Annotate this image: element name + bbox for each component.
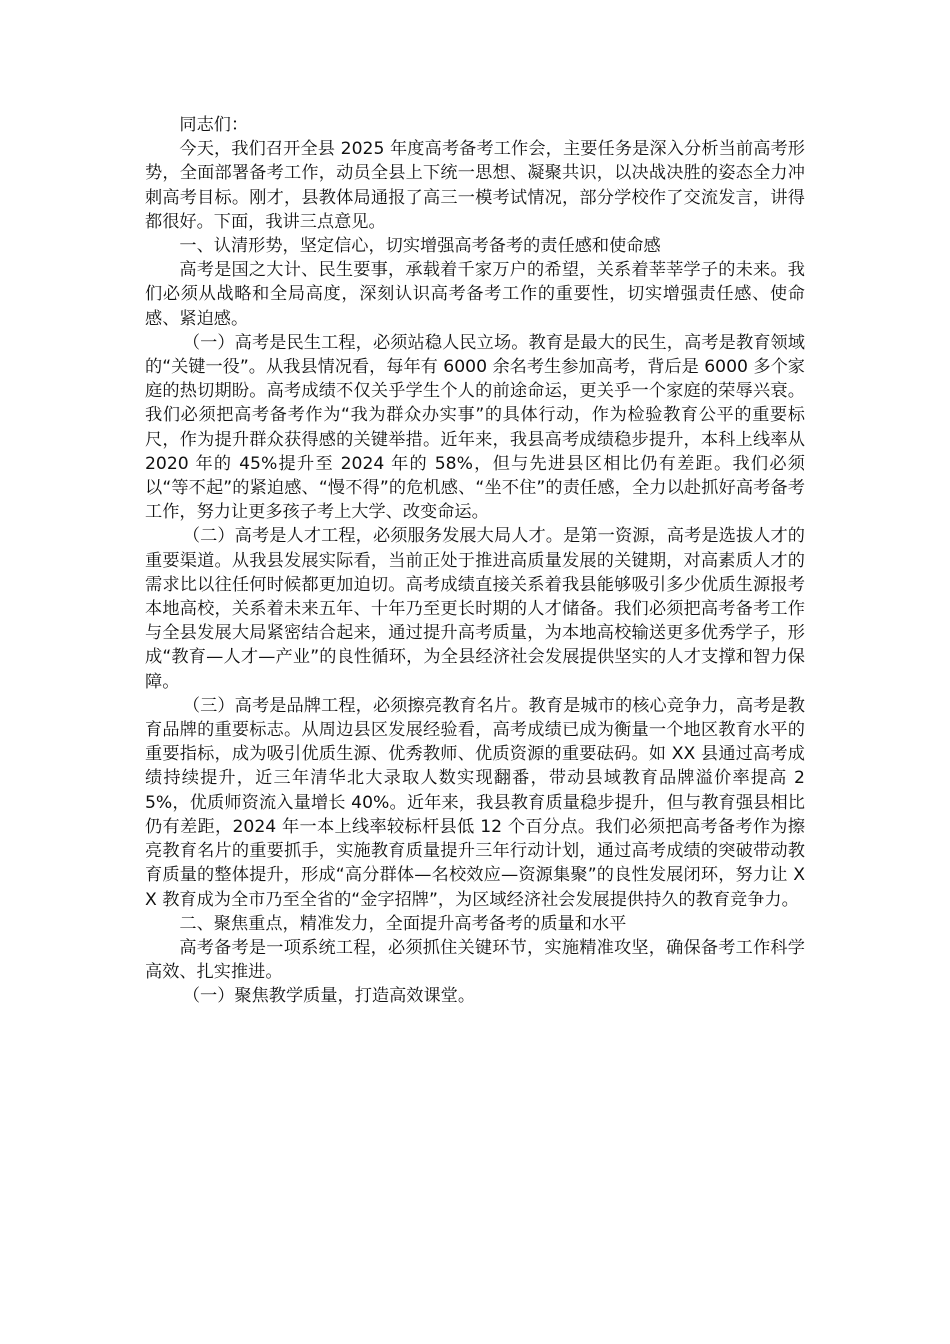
document-body (145, 113, 805, 1009)
salutation: 同志们： (179, 115, 249, 135)
section-heading-2: 二、聚焦重点，精准发力，全面提升高考备考的质量和水平 (179, 913, 627, 934)
subsection-1-2: （二）高考是人才工程，必须服务发展大局人才。是第一资源，高考是选拔人才的重要渠道。从我县发展实际看，当前正处于推进高质量发展的关键期，对高素质人才的需求比以往任何时候都更加迫切。高考成绩直接关系着我县能够吸引多少优质生源报考本地高校，关系着未来五年、十年乃至更长时期的人才储备。我们必须把高考备考工作与全县发展大局紧密结合起来，通过提升高考质量，为本地高校输送更多优秀学子，形成“教育—人才—产业”的良性循环，为全县经济社会发展提供坚实的人才支撑和智力保障。 (145, 526, 805, 692)
subsection-1-3: （三）高考是品牌工程，必须擦亮教育名片。教育是城市的核心竞争力，高考是教育品牌的重要标志。从周边县区发展经验看，高考成绩已成为衡量一个地区教育水平的重要指标，成为吸引优质生源、优秀教师、优质资源的重要砝码。如 XX 县通过高考成绩持续提升，近三年清华北大录取人数实现翻番，带动县域教育品牌溢价率提高 25%，优质师资流入量增长 40%。近年来，我县教育质量稳步提升，但与教育强县相比仍有差距，2024 年一本上线率较标杆县低 12 个百分点。我们必须把高考备考作为擦亮教育名片的重要抓手，实施教育质量提升三年行动计划，通过高考成绩的突破带动教育质量的整体提升，形成“高分群体—名校效应—资源集聚”的良性发展闭环，努力让 XX 教育成为全市乃至全省的“金字招牌”，为区域经济社会发展提供持久的教育竞争力。 (145, 695, 805, 910)
subsection-1-1: （一）高考是民生工程，必须站稳人民立场。教育是最大的民生，高考是教育领域的“关键一役”。从我县情况看，每年有 6000 余名考生参加高考，背后是 6000 多个家庭的热切期盼。高考成绩不仅关乎学生个人的前途命运，更关乎一个家庭的荣辱兴衰。我们必须把高考备考作为“我为群众办实事”的具体行动，作为检验教育公平的重要标尺，作为提升群众获得感的关键举措。近年来，我县高考成绩稳步提升，本科上线率从 2020 年的 45%提升至 2024 年的 58%，但与先进县区相比仍有差距。我们必须以“等不起”的紧迫感、“慢不得”的危机感、“坐不住”的责任感，全力以赴抓好高考备考工作，努力让更多孩子考上大学、改变命运。 (145, 332, 805, 523)
intro-paragraph: 今天，我们召开全县 2025 年度高考备考工作会，主要任务是深入分析当前高考形势，全面部署备考工作，动员全县上下统一思想、凝聚共识，以决战决胜的姿态全力冲刺高考目标。刚才，县教体局通报了高三一模考试情况，部分学校作了交流发言，讲得都很好。下面，我讲三点意见。 (145, 139, 805, 232)
section-2-lead-paragraph: 高考备考是一项系统工程，必须抓住关键环节，实施精准攻坚，确保备考工作科学高效、扎实推进。 (145, 937, 805, 983)
section-heading-1: 一、认清形势，坚定信心，切实增强高考备考的责任感和使命感 (179, 236, 661, 257)
section-1-lead-paragraph: 高考是国之大计、民生要事，承载着千家万户的希望，关系着莘莘学子的未来。我们必须从战略和全局高度，深刻认识高考备考工作的重要性，切实增强责任感、使命感、紧迫感。 (145, 260, 805, 329)
subsection-2-1: （一）聚焦教学质量，打造高效课堂。 (182, 986, 476, 1007)
